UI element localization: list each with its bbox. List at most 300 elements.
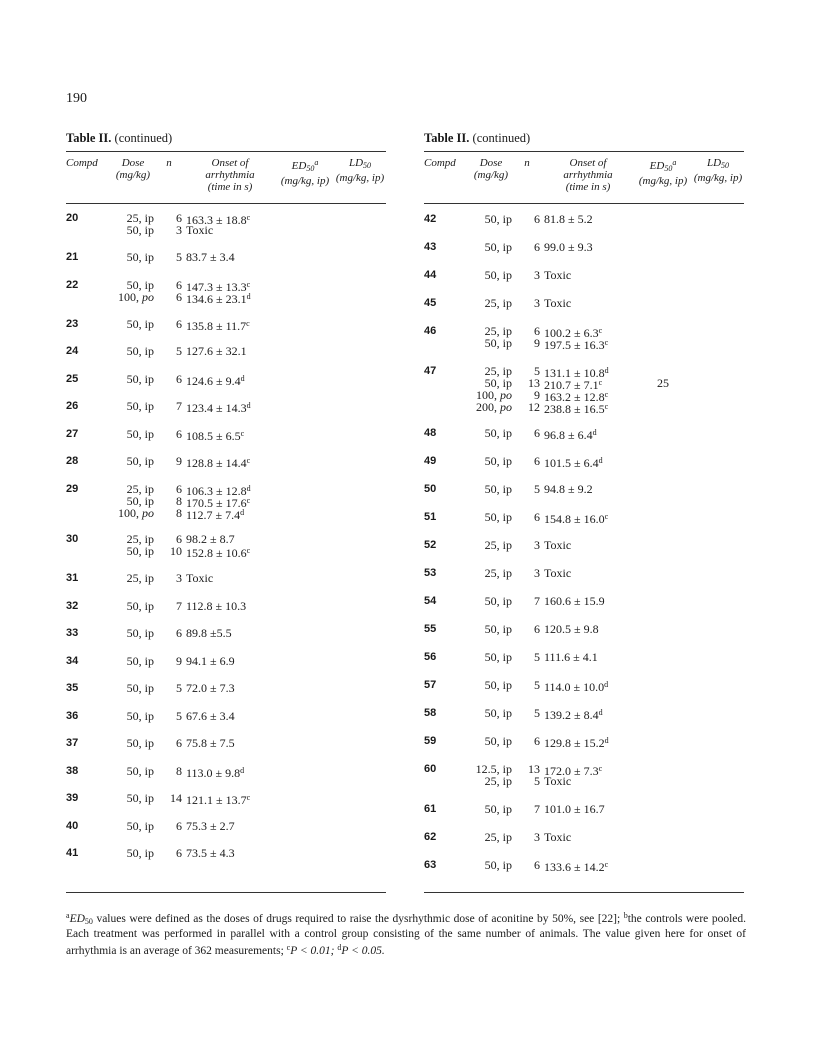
table-row-line — [424, 426, 744, 442]
n-cell: 6 — [176, 371, 182, 386]
onset-value: Toxic — [544, 268, 572, 282]
onset-value: 99.0 ± 9.3 — [544, 240, 593, 254]
dose-value: 50, ip — [126, 223, 154, 237]
onset-value: 134.6 ± 23.1 — [186, 291, 247, 306]
dose-value: 50, ip — [126, 344, 154, 358]
table-row-line — [424, 510, 744, 526]
table-row — [424, 510, 744, 526]
dose-value: 25, ip — [484, 538, 512, 552]
onset-footnote-mark: d — [246, 291, 251, 301]
table-row — [66, 277, 386, 306]
dose-value: 50, ip — [484, 426, 512, 440]
compound-id: 63 — [424, 858, 437, 871]
table-row — [424, 213, 744, 225]
dose-value: 50, ip — [126, 399, 154, 413]
dose-value: 50, ip — [126, 454, 154, 468]
dose-cell — [444, 213, 512, 225]
compound-id: 25 — [66, 372, 79, 385]
onset-value: Toxic — [186, 571, 214, 585]
dose-cell — [86, 572, 154, 584]
table-row-line — [424, 375, 744, 392]
header-dose-label: Dose — [479, 157, 503, 169]
table-row — [66, 737, 386, 749]
onset-value: Toxic — [186, 223, 214, 237]
onset-value: 108.5 ± 6.5 — [186, 428, 241, 443]
table-row — [66, 426, 386, 443]
table-row-line — [66, 763, 386, 780]
onset-value: 160.6 ± 15.9 — [544, 594, 605, 608]
table-row-line — [424, 762, 744, 778]
n-cell: 6 — [534, 454, 540, 468]
onset-value: 100.2 ± 6.3 — [544, 326, 599, 340]
n-cell: 6 — [176, 626, 182, 640]
table-row-line — [424, 706, 744, 722]
dose-value: 25, ip — [484, 363, 512, 378]
dose-cell — [86, 291, 154, 303]
onset-value: Toxic — [544, 774, 572, 788]
compound-id: 47 — [424, 364, 437, 377]
onset-cell — [186, 533, 286, 545]
table-row — [424, 706, 744, 722]
compound-id: 23 — [66, 317, 79, 330]
onset-footnote-mark: d — [598, 708, 603, 717]
table-row-line — [66, 371, 386, 388]
compound-id: 21 — [66, 251, 79, 263]
table-left — [66, 130, 386, 860]
compound-id: 48 — [424, 427, 437, 439]
n-cell: 10 — [170, 544, 182, 558]
header-ld50-sub: 50 — [721, 161, 730, 170]
dose-value: 50, ip — [126, 626, 154, 640]
onset-value: 81.8 ± 5.2 — [544, 212, 593, 226]
dose-cell — [86, 251, 154, 263]
onset-footnote-mark: d — [604, 736, 609, 745]
bottom-rule — [424, 892, 744, 893]
n-cell: 6 — [176, 818, 182, 833]
header-ld50-main: LD — [348, 157, 364, 169]
dose-cell — [444, 427, 512, 439]
onset-value: 111.6 ± 4.1 — [544, 650, 598, 664]
n-cell: 6 — [534, 622, 540, 636]
dose-value: 50, ip — [484, 212, 512, 226]
table-row-line — [66, 211, 386, 227]
onset-value: 89.8 ±5.5 — [186, 626, 232, 640]
onset-cell — [544, 859, 644, 873]
header-dose-unit: (mg/kg) — [115, 169, 151, 181]
onset-footnote-mark: c — [604, 512, 609, 521]
table-row — [66, 600, 386, 612]
table-row-line — [424, 336, 744, 352]
onset-cell — [186, 455, 286, 469]
header-ed50-sub: 50 — [306, 164, 315, 173]
table-row — [424, 595, 744, 607]
n-cell: 6 — [176, 289, 182, 304]
footnote-mark-a: a — [66, 911, 70, 920]
table-row-line — [66, 820, 386, 832]
onset-value: 152.8 ± 10.6 — [186, 546, 247, 560]
compound-id: 27 — [66, 427, 79, 440]
dose-value: 25, ip — [484, 566, 512, 580]
onset-footnote-mark: c — [604, 338, 609, 347]
onset-cell — [186, 682, 286, 694]
table-row — [66, 481, 386, 522]
onset-cell — [186, 600, 286, 612]
onset-footnote-mark: c — [598, 326, 603, 335]
header-compd: Compd — [424, 157, 456, 169]
compound-id: 41 — [66, 847, 79, 859]
onset-cell — [544, 427, 644, 441]
dose-value: 50, ip — [126, 818, 154, 833]
onset-value: 139.2 ± 8.4 — [544, 708, 599, 722]
header-ld50-unit: (mg/kg, ip) — [693, 172, 743, 184]
compound-id: 43 — [424, 241, 437, 253]
dose-route: po — [142, 505, 154, 520]
onset-value: 113.0 ± 9.8 — [186, 765, 241, 780]
dose-cell — [444, 401, 512, 413]
n-cell: 14 — [170, 791, 182, 805]
onset-cell — [186, 400, 286, 414]
n-cell: 9 — [534, 387, 540, 402]
onset-cell — [544, 241, 644, 253]
table-row — [424, 623, 744, 635]
onset-value: 163.2 ± 12.8 — [544, 389, 605, 404]
compound-id: 34 — [66, 654, 79, 667]
compound-id: 22 — [66, 278, 79, 291]
dose-value: 50, ip — [484, 268, 512, 282]
onset-cell — [186, 792, 286, 806]
footnote-a-text: values were defined as the doses of drugs required to raise the dysrhythmic dose of aconitine by 50%, see [22]; — [92, 913, 624, 925]
ed50-cell: 25 — [657, 375, 669, 390]
onset-cell — [186, 373, 286, 387]
compound-id: 56 — [424, 651, 437, 663]
table-row-line — [66, 505, 386, 522]
header-onset-l1: Onset of — [211, 157, 249, 169]
table-row-line — [424, 539, 744, 551]
compound-id: 29 — [66, 482, 79, 495]
onset-cell — [186, 820, 286, 832]
table-row-line — [424, 454, 744, 470]
n-cell: 9 — [534, 336, 540, 350]
table-row-line — [66, 791, 386, 807]
compound-id: 60 — [424, 763, 437, 775]
dose-value: 25, ip — [126, 571, 154, 585]
header-ed50-main: ED — [649, 160, 665, 172]
onset-value: 147.3 ± 13.3 — [186, 279, 247, 294]
table-row — [66, 763, 386, 780]
table-row-line — [66, 600, 386, 612]
dose-value: 50, ip — [126, 598, 154, 613]
onset-footnote-mark: d — [604, 365, 609, 375]
table-row — [424, 651, 744, 663]
n-cell: 9 — [176, 454, 182, 468]
onset-value: 121.1 ± 13.7 — [186, 793, 247, 807]
dose-value: 25, ip — [484, 774, 512, 788]
n-cell: 9 — [176, 653, 182, 668]
dose-value: 50, ip — [126, 250, 154, 264]
onset-footnote-mark: c — [246, 495, 251, 505]
onset-footnote-mark: c — [246, 213, 251, 222]
onset-value: 163.3 ± 18.8 — [186, 213, 247, 227]
onset-footnote-mark: d — [240, 373, 245, 383]
n-cell: 3 — [534, 268, 540, 282]
table-row — [424, 426, 744, 442]
dose-cell — [86, 820, 154, 832]
header-ed50-sub: 50 — [664, 164, 673, 173]
n-cell: 13 — [528, 375, 540, 390]
dose-value: 200, — [476, 399, 500, 414]
onset-value: 210.7 ± 7.1 — [544, 377, 599, 392]
onset-value: Toxic — [544, 538, 572, 552]
dose-cell — [444, 707, 512, 719]
onset-value: Toxic — [544, 296, 572, 310]
table-row — [424, 241, 744, 253]
compound-id: 28 — [66, 455, 79, 467]
onset-value: 238.8 ± 16.5 — [544, 401, 605, 416]
dose-cell — [444, 651, 512, 663]
compound-id: 51 — [424, 511, 437, 523]
onset-footnote-mark: d — [598, 456, 603, 465]
compound-id: 44 — [424, 269, 437, 281]
onset-value: 128.8 ± 14.4 — [186, 456, 247, 470]
n-cell: 3 — [534, 296, 540, 310]
table-row-line — [66, 493, 386, 510]
onset-cell — [186, 627, 286, 639]
onset-cell — [186, 224, 286, 236]
n-cell: 6 — [534, 240, 540, 254]
table-row-line — [424, 297, 744, 309]
table-row — [424, 324, 744, 352]
n-cell: 5 — [176, 250, 182, 264]
dose-cell — [86, 847, 154, 859]
dose-cell — [86, 600, 154, 612]
dose-cell — [444, 803, 512, 815]
table-row-line — [424, 241, 744, 253]
onset-footnote-mark: d — [592, 428, 597, 437]
n-cell: 6 — [176, 211, 182, 225]
onset-footnote-mark: c — [246, 318, 250, 328]
dose-value: 100, — [118, 289, 142, 304]
dose-value: 50, ip — [126, 653, 154, 668]
onset-cell — [544, 831, 644, 843]
table-row-line — [424, 775, 744, 787]
dose-value: 25, ip — [484, 324, 512, 338]
table-row — [424, 734, 744, 750]
n-cell: 6 — [534, 324, 540, 338]
dose-cell — [444, 567, 512, 579]
onset-footnote-mark: c — [246, 546, 251, 555]
dose-value: 25, ip — [126, 532, 154, 546]
onset-cell — [186, 572, 286, 584]
table-row — [66, 572, 386, 584]
compound-id: 50 — [424, 483, 437, 495]
compound-id: 54 — [424, 595, 437, 607]
onset-cell — [186, 737, 286, 749]
dose-cell — [444, 241, 512, 253]
dose-value: 50, ip — [126, 544, 154, 558]
onset-cell — [186, 765, 286, 779]
header-ed50-unit: (mg/kg, ip) — [280, 175, 330, 187]
table-row — [66, 399, 386, 415]
dose-value: 50, ip — [484, 801, 512, 816]
dose-cell — [86, 545, 154, 557]
onset-cell — [186, 710, 286, 722]
compound-id: 32 — [66, 599, 79, 612]
onset-value: 112.7 ± 7.4 — [186, 507, 241, 522]
onset-cell — [544, 735, 644, 749]
table-row — [424, 763, 744, 787]
table-row — [424, 297, 744, 309]
onset-footnote-mark: c — [598, 764, 603, 773]
onset-value: 101.0 ± 16.7 — [544, 801, 605, 816]
dose-route: po — [142, 289, 154, 304]
table-row — [66, 371, 386, 388]
table-row — [424, 483, 744, 495]
header-ld50-unit: (mg/kg, ip) — [335, 172, 385, 184]
compound-id: 57 — [424, 679, 437, 691]
table-row — [66, 316, 386, 333]
compound-id: 33 — [66, 627, 79, 639]
table-row — [66, 655, 386, 667]
compound-id: 61 — [424, 802, 437, 815]
footnote-d-text: P < 0.05. — [341, 945, 385, 957]
onset-cell — [186, 847, 286, 859]
dose-cell — [444, 539, 512, 551]
onset-footnote-mark: c — [246, 456, 251, 465]
dose-route: po — [500, 387, 512, 402]
onset-value: 75.3 ± 2.7 — [186, 818, 235, 833]
bottom-rule — [66, 892, 386, 893]
table-row-line — [424, 213, 744, 225]
compound-id: 52 — [424, 539, 437, 551]
compound-id: 39 — [66, 792, 79, 804]
dose-value: 50, ip — [484, 375, 512, 390]
onset-value: 98.2 ± 8.7 — [186, 532, 235, 546]
table-row — [66, 627, 386, 639]
table-title-label: Table II. — [66, 131, 112, 145]
compound-id: 42 — [424, 213, 437, 225]
table-title-label: Table II. — [424, 131, 470, 145]
header-onset-l2: arrhythmia — [205, 169, 255, 181]
footnote-mark-b: b — [623, 911, 628, 920]
onset-cell — [544, 455, 644, 469]
n-cell: 6 — [534, 510, 540, 524]
onset-value: 83.7 ± 3.4 — [186, 250, 235, 264]
n-cell: 7 — [534, 801, 540, 816]
table-row-line — [66, 316, 386, 333]
onset-cell — [186, 345, 286, 357]
onset-footnote-mark: d — [246, 401, 251, 410]
table-row-line — [66, 289, 386, 306]
onset-footnote-mark: c — [246, 793, 251, 802]
table-row — [66, 212, 386, 236]
n-cell: 6 — [176, 532, 182, 546]
table-body-left — [66, 130, 386, 910]
dose-cell — [86, 655, 154, 667]
table-row-line — [66, 682, 386, 694]
dose-cell — [86, 318, 154, 330]
table-row — [66, 682, 386, 694]
dose-value: 50, ip — [484, 240, 512, 254]
n-cell: 5 — [534, 774, 540, 788]
onset-footnote-mark: c — [604, 859, 609, 869]
compound-id: 20 — [66, 212, 79, 224]
dose-value: 50, ip — [484, 706, 512, 720]
onset-footnote-mark: c — [246, 279, 251, 289]
dose-value: 50, ip — [126, 681, 154, 695]
dose-value: 50, ip — [484, 510, 512, 524]
table-row-line — [66, 627, 386, 639]
dose-value: 50, ip — [126, 426, 154, 441]
onset-value: 129.8 ± 15.2 — [544, 736, 605, 750]
onset-cell — [544, 595, 644, 607]
header-ed50-main: ED — [291, 160, 307, 172]
onset-value: Toxic — [544, 566, 572, 580]
compound-id: 59 — [424, 735, 437, 747]
dose-cell — [444, 859, 512, 871]
dose-value: 25, ip — [484, 296, 512, 310]
header-dose-label: Dose — [121, 157, 145, 169]
footnote-mark-d: d — [337, 943, 342, 952]
dose-cell — [86, 455, 154, 467]
dose-cell — [444, 483, 512, 495]
onset-footnote-mark: d — [240, 507, 245, 517]
onset-value: 133.6 ± 14.2 — [544, 859, 605, 874]
table-row-line — [424, 678, 744, 694]
dose-value: 50, ip — [126, 846, 154, 860]
n-cell: 6 — [176, 277, 182, 292]
onset-value: Toxic — [544, 829, 572, 844]
dose-value: 50, ip — [484, 857, 512, 872]
onset-footnote-mark: c — [604, 401, 609, 411]
table-row — [424, 454, 744, 470]
table-row — [424, 269, 744, 281]
header-n: n — [524, 157, 530, 169]
dose-cell — [444, 623, 512, 635]
onset-value: 75.8 ± 7.5 — [186, 736, 235, 750]
table-body-right — [424, 130, 744, 910]
compound-id: 45 — [424, 297, 437, 309]
table-row — [424, 363, 744, 416]
dose-cell — [86, 345, 154, 357]
dose-value: 25, ip — [484, 829, 512, 844]
compound-id: 38 — [66, 764, 79, 777]
table-row-line — [424, 363, 744, 380]
table-row-line — [66, 426, 386, 443]
table-row-line — [424, 387, 744, 404]
table-row — [66, 532, 386, 560]
table-row-line — [66, 533, 386, 545]
onset-value: 94.1 ± 6.9 — [186, 653, 235, 668]
compound-id: 49 — [424, 455, 437, 467]
onset-cell — [544, 775, 644, 787]
dose-value: 100, — [476, 387, 500, 402]
compound-id: 37 — [66, 737, 79, 749]
table-row-line — [424, 651, 744, 663]
dose-value: 50, ip — [484, 594, 512, 608]
n-cell: 5 — [534, 706, 540, 720]
dose-cell — [444, 595, 512, 607]
onset-cell — [186, 507, 286, 521]
onset-value: 73.5 ± 4.3 — [186, 846, 235, 860]
dose-cell — [444, 455, 512, 467]
header-n: n — [166, 157, 172, 169]
dose-value: 50, ip — [484, 650, 512, 664]
n-cell: 5 — [534, 482, 540, 496]
onset-value: 135.8 ± 11.7 — [186, 318, 247, 333]
onset-cell — [544, 511, 644, 525]
onset-cell — [544, 679, 644, 693]
table-row — [424, 857, 744, 874]
